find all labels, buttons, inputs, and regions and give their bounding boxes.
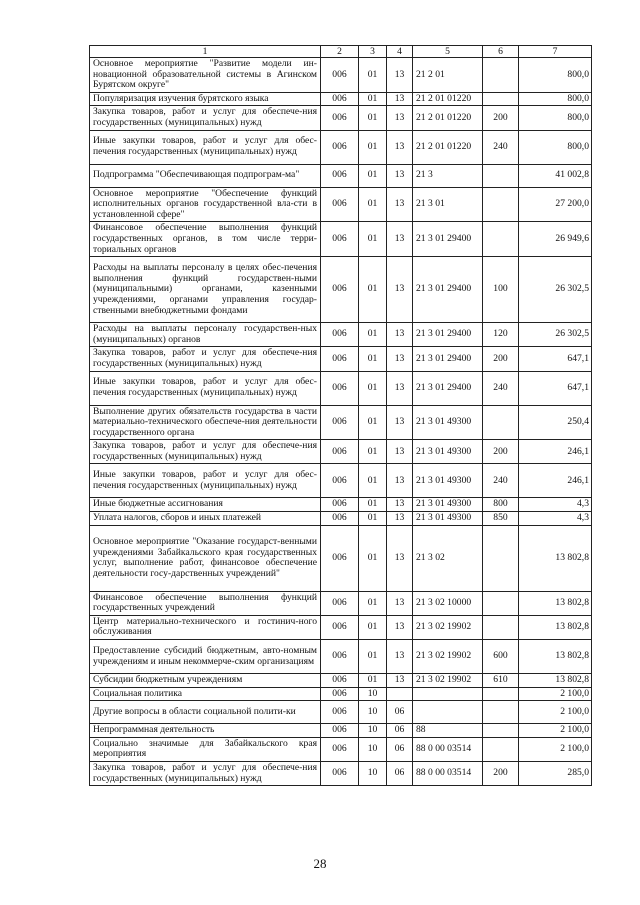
table-row — [90, 591, 592, 615]
table-row — [90, 762, 592, 786]
row-grbs: 006 — [321, 464, 359, 498]
row-target-article: 21 3 01 29400 — [413, 222, 483, 257]
row-amount: 13 802,8 — [519, 615, 592, 639]
row-subsection: 13 — [387, 323, 413, 347]
table-row — [90, 615, 592, 639]
row-name: Основное мероприятие "Развитие модели ин-новационной образовательной системы в Агинском Бурятском округе" — [90, 58, 321, 93]
header-cell: 7 — [519, 46, 592, 58]
header-row — [90, 46, 592, 58]
row-grbs: 006 — [321, 498, 359, 512]
table-row — [90, 737, 592, 761]
row-name: Популяризация изучения бурятского языка — [90, 92, 321, 106]
row-section: 01 — [359, 512, 387, 526]
row-grbs: 006 — [321, 615, 359, 639]
row-expense-type — [483, 615, 519, 639]
row-subsection: 13 — [387, 92, 413, 106]
row-subsection: 13 — [387, 464, 413, 498]
row-amount: 246,1 — [519, 464, 592, 498]
row-section: 01 — [359, 591, 387, 615]
table-row — [90, 687, 592, 701]
table-row — [90, 257, 592, 323]
table-row — [90, 58, 592, 93]
row-target-article: 88 0 00 03514 — [413, 762, 483, 786]
table-row — [90, 106, 592, 130]
row-name: Выполнение других обязательств государства в части материально-технического обеспече-ния деятельности государственного органа — [90, 405, 321, 440]
row-section: 01 — [359, 525, 387, 591]
row-target-article: 21 3 02 19902 — [413, 640, 483, 674]
row-expense-type — [483, 525, 519, 591]
row-subsection: 13 — [387, 591, 413, 615]
row-target-article: 21 3 01 49300 — [413, 512, 483, 526]
row-subsection: 13 — [387, 257, 413, 323]
row-amount: 13 802,8 — [519, 640, 592, 674]
row-section: 01 — [359, 187, 387, 222]
row-expense-type — [483, 701, 519, 724]
row-expense-type: 100 — [483, 257, 519, 323]
row-section: 01 — [359, 106, 387, 130]
row-name: Расходы на выплаты персоналу государствен-ных (муниципальных) органов — [90, 323, 321, 347]
row-subsection: 13 — [387, 371, 413, 405]
row-section: 10 — [359, 737, 387, 761]
row-name: Иные бюджетные ассигнования — [90, 498, 321, 512]
row-subsection: 13 — [387, 512, 413, 526]
row-expense-type: 240 — [483, 130, 519, 164]
row-grbs: 006 — [321, 106, 359, 130]
header-cell: 1 — [90, 46, 321, 58]
row-expense-type — [483, 724, 519, 738]
table-row — [90, 371, 592, 405]
row-section: 10 — [359, 724, 387, 738]
row-name: Уплата налогов, сборов и иных платежей — [90, 512, 321, 526]
row-subsection: 06 — [387, 762, 413, 786]
table-row — [90, 525, 592, 591]
row-grbs: 006 — [321, 674, 359, 688]
row-subsection: 13 — [387, 106, 413, 130]
header-cell: 4 — [387, 46, 413, 58]
row-target-article: 21 3 02 19902 — [413, 674, 483, 688]
row-amount: 4,3 — [519, 512, 592, 526]
row-section: 01 — [359, 164, 387, 187]
table-row — [90, 701, 592, 724]
row-grbs: 006 — [321, 371, 359, 405]
row-subsection: 13 — [387, 440, 413, 464]
row-section: 10 — [359, 687, 387, 701]
row-grbs: 006 — [321, 58, 359, 93]
row-expense-type — [483, 405, 519, 440]
row-amount: 250,4 — [519, 405, 592, 440]
table-row — [90, 347, 592, 371]
row-amount: 13 802,8 — [519, 525, 592, 591]
row-expense-type: 800 — [483, 498, 519, 512]
row-subsection: 06 — [387, 737, 413, 761]
row-section: 01 — [359, 371, 387, 405]
row-name: Расходы на выплаты персоналу в целях обес-печения выполнения функций государствен-ными (муниципальными) органами, казенными учреждениями, органами управления государ-ственными внебюджетными фондами — [90, 257, 321, 323]
row-amount: 27 200,0 — [519, 187, 592, 222]
table-row — [90, 640, 592, 674]
row-name: Закупка товаров, работ и услуг для обеспече-ния государственных (муниципальных) нужд — [90, 347, 321, 371]
row-subsection: 13 — [387, 187, 413, 222]
row-target-article — [413, 687, 483, 701]
row-amount: 800,0 — [519, 106, 592, 130]
row-target-article: 88 0 00 03514 — [413, 737, 483, 761]
row-grbs: 006 — [321, 724, 359, 738]
row-expense-type — [483, 687, 519, 701]
row-amount: 26 949,6 — [519, 222, 592, 257]
row-grbs: 006 — [321, 323, 359, 347]
row-section: 01 — [359, 257, 387, 323]
row-target-article: 21 3 01 29400 — [413, 257, 483, 323]
row-amount: 13 802,8 — [519, 591, 592, 615]
row-expense-type — [483, 222, 519, 257]
row-subsection — [387, 687, 413, 701]
row-subsection: 13 — [387, 130, 413, 164]
row-amount: 647,1 — [519, 347, 592, 371]
row-amount: 41 002,8 — [519, 164, 592, 187]
row-grbs: 006 — [321, 762, 359, 786]
row-name: Предоставление субсидий бюджетным, авто-номным учреждениям и иным некоммерче-ским организациям — [90, 640, 321, 674]
row-grbs: 006 — [321, 405, 359, 440]
row-expense-type: 240 — [483, 464, 519, 498]
row-target-article: 21 3 01 49300 — [413, 498, 483, 512]
row-grbs: 006 — [321, 187, 359, 222]
row-expense-type — [483, 164, 519, 187]
row-section: 01 — [359, 58, 387, 93]
row-amount: 2 100,0 — [519, 737, 592, 761]
row-name: Основное мероприятие "Обеспечение функций исполнительных органов государственной вла-сти в установленной сфере" — [90, 187, 321, 222]
row-grbs: 006 — [321, 640, 359, 674]
row-amount: 13 802,8 — [519, 674, 592, 688]
row-target-article: 21 3 01 29400 — [413, 323, 483, 347]
row-section: 01 — [359, 130, 387, 164]
row-target-article: 21 3 01 49300 — [413, 440, 483, 464]
row-expense-type — [483, 58, 519, 93]
row-grbs: 006 — [321, 701, 359, 724]
table-body — [90, 46, 592, 786]
row-amount: 800,0 — [519, 130, 592, 164]
row-amount: 647,1 — [519, 371, 592, 405]
row-subsection: 13 — [387, 615, 413, 639]
row-grbs: 006 — [321, 347, 359, 371]
row-name: Центр материально-технического и гостинич-ного обслуживания — [90, 615, 321, 639]
row-target-article — [413, 701, 483, 724]
row-section: 01 — [359, 222, 387, 257]
row-amount: 2 100,0 — [519, 701, 592, 724]
row-grbs: 006 — [321, 130, 359, 164]
row-expense-type: 610 — [483, 674, 519, 688]
row-section: 10 — [359, 762, 387, 786]
table-row — [90, 724, 592, 738]
row-target-article: 21 2 01 01220 — [413, 106, 483, 130]
row-amount: 26 302,5 — [519, 323, 592, 347]
row-name: Финансовое обеспечение выполнения функций государственных учреждений — [90, 591, 321, 615]
row-subsection: 13 — [387, 640, 413, 674]
row-name: Другие вопросы в области социальной полити-ки — [90, 701, 321, 724]
row-expense-type — [483, 591, 519, 615]
row-name: Подпрограмма "Обеспечивающая подпрограм-ма" — [90, 164, 321, 187]
row-expense-type — [483, 187, 519, 222]
row-expense-type: 850 — [483, 512, 519, 526]
row-expense-type: 240 — [483, 371, 519, 405]
page-number: 28 — [313, 856, 327, 871]
row-section: 10 — [359, 701, 387, 724]
row-target-article: 21 3 02 — [413, 525, 483, 591]
row-subsection: 13 — [387, 674, 413, 688]
row-subsection: 06 — [387, 701, 413, 724]
row-section: 01 — [359, 464, 387, 498]
row-section: 01 — [359, 92, 387, 106]
row-subsection: 06 — [387, 724, 413, 738]
row-name: Закупка товаров, работ и услуг для обеспече-ния государственных (муниципальных) нужд — [90, 762, 321, 786]
row-grbs: 006 — [321, 512, 359, 526]
header-cell: 6 — [483, 46, 519, 58]
table-row — [90, 222, 592, 257]
row-section: 01 — [359, 347, 387, 371]
row-section: 01 — [359, 405, 387, 440]
row-amount: 800,0 — [519, 58, 592, 93]
row-section: 01 — [359, 440, 387, 464]
row-grbs: 006 — [321, 92, 359, 106]
table-row — [90, 92, 592, 106]
row-expense-type: 200 — [483, 106, 519, 130]
row-target-article: 21 3 01 49300 — [413, 464, 483, 498]
row-grbs: 006 — [321, 737, 359, 761]
row-expense-type: 120 — [483, 323, 519, 347]
row-expense-type: 200 — [483, 440, 519, 464]
table-row — [90, 323, 592, 347]
table-row — [90, 440, 592, 464]
row-target-article: 21 3 01 — [413, 187, 483, 222]
row-expense-type — [483, 737, 519, 761]
row-name: Закупка товаров, работ и услуг для обеспече-ния государственных (муниципальных) нужд — [90, 440, 321, 464]
row-grbs: 006 — [321, 440, 359, 464]
row-name: Иные закупки товаров, работ и услуг для обес-печения государственных (муниципальных) нужд — [90, 371, 321, 405]
row-name: Социально значимые для Забайкальского края мероприятия — [90, 737, 321, 761]
table-row — [90, 498, 592, 512]
row-name: Непрограммная деятельность — [90, 724, 321, 738]
row-target-article: 21 3 01 29400 — [413, 347, 483, 371]
table-row — [90, 187, 592, 222]
row-name: Иные закупки товаров, работ и услуг для обес-печения государственных (муниципальных) нужд — [90, 130, 321, 164]
row-amount: 2 100,0 — [519, 724, 592, 738]
row-section: 01 — [359, 323, 387, 347]
row-section: 01 — [359, 674, 387, 688]
row-target-article: 21 3 02 19902 — [413, 615, 483, 639]
row-amount: 285,0 — [519, 762, 592, 786]
row-target-article: 21 2 01 — [413, 58, 483, 93]
table-row — [90, 674, 592, 688]
table-row — [90, 464, 592, 498]
row-subsection: 13 — [387, 222, 413, 257]
row-name: Финансовое обеспечение выполнения функций государственных органов, в том числе терри-ториальных органов — [90, 222, 321, 257]
row-section: 01 — [359, 615, 387, 639]
budget-table — [89, 45, 592, 786]
row-amount: 2 100,0 — [519, 687, 592, 701]
row-target-article: 21 3 01 49300 — [413, 405, 483, 440]
row-subsection: 13 — [387, 498, 413, 512]
row-amount: 800,0 — [519, 92, 592, 106]
row-subsection: 13 — [387, 525, 413, 591]
row-grbs: 006 — [321, 164, 359, 187]
header-cell: 2 — [321, 46, 359, 58]
row-grbs: 006 — [321, 257, 359, 323]
table-row — [90, 512, 592, 526]
row-target-article: 21 2 01 01220 — [413, 92, 483, 106]
row-section: 01 — [359, 498, 387, 512]
row-target-article: 21 3 02 10000 — [413, 591, 483, 615]
row-expense-type: 200 — [483, 762, 519, 786]
row-name: Субсидии бюджетным учреждениям — [90, 674, 321, 688]
row-subsection: 13 — [387, 405, 413, 440]
row-amount: 26 302,5 — [519, 257, 592, 323]
table-row — [90, 130, 592, 164]
header-cell: 5 — [413, 46, 483, 58]
row-target-article: 21 2 01 01220 — [413, 130, 483, 164]
row-subsection: 13 — [387, 347, 413, 371]
row-name: Закупка товаров, работ и услуг для обеспече-ния государственных (муниципальных) нужд — [90, 106, 321, 130]
row-amount: 246,1 — [519, 440, 592, 464]
row-target-article: 88 — [413, 724, 483, 738]
row-target-article: 21 3 — [413, 164, 483, 187]
row-name: Социальная политика — [90, 687, 321, 701]
header-cell: 3 — [359, 46, 387, 58]
row-grbs: 006 — [321, 222, 359, 257]
row-target-article: 21 3 01 29400 — [413, 371, 483, 405]
row-name: Иные закупки товаров, работ и услуг для обес-печения государственных (муниципальных) нужд — [90, 464, 321, 498]
table-row — [90, 405, 592, 440]
row-name: Основное мероприятие "Оказание государст-венными учреждениями Забайкальского края государственных услуг, выполнение работ, финансовое обеспечение деятельности госу-дарственных учреждений" — [90, 525, 321, 591]
row-grbs: 006 — [321, 687, 359, 701]
row-expense-type — [483, 92, 519, 106]
row-subsection: 13 — [387, 58, 413, 93]
table-row — [90, 164, 592, 187]
row-expense-type: 600 — [483, 640, 519, 674]
row-subsection: 13 — [387, 164, 413, 187]
row-expense-type: 200 — [483, 347, 519, 371]
row-grbs: 006 — [321, 591, 359, 615]
row-section: 01 — [359, 640, 387, 674]
row-amount: 4,3 — [519, 498, 592, 512]
row-grbs: 006 — [321, 525, 359, 591]
